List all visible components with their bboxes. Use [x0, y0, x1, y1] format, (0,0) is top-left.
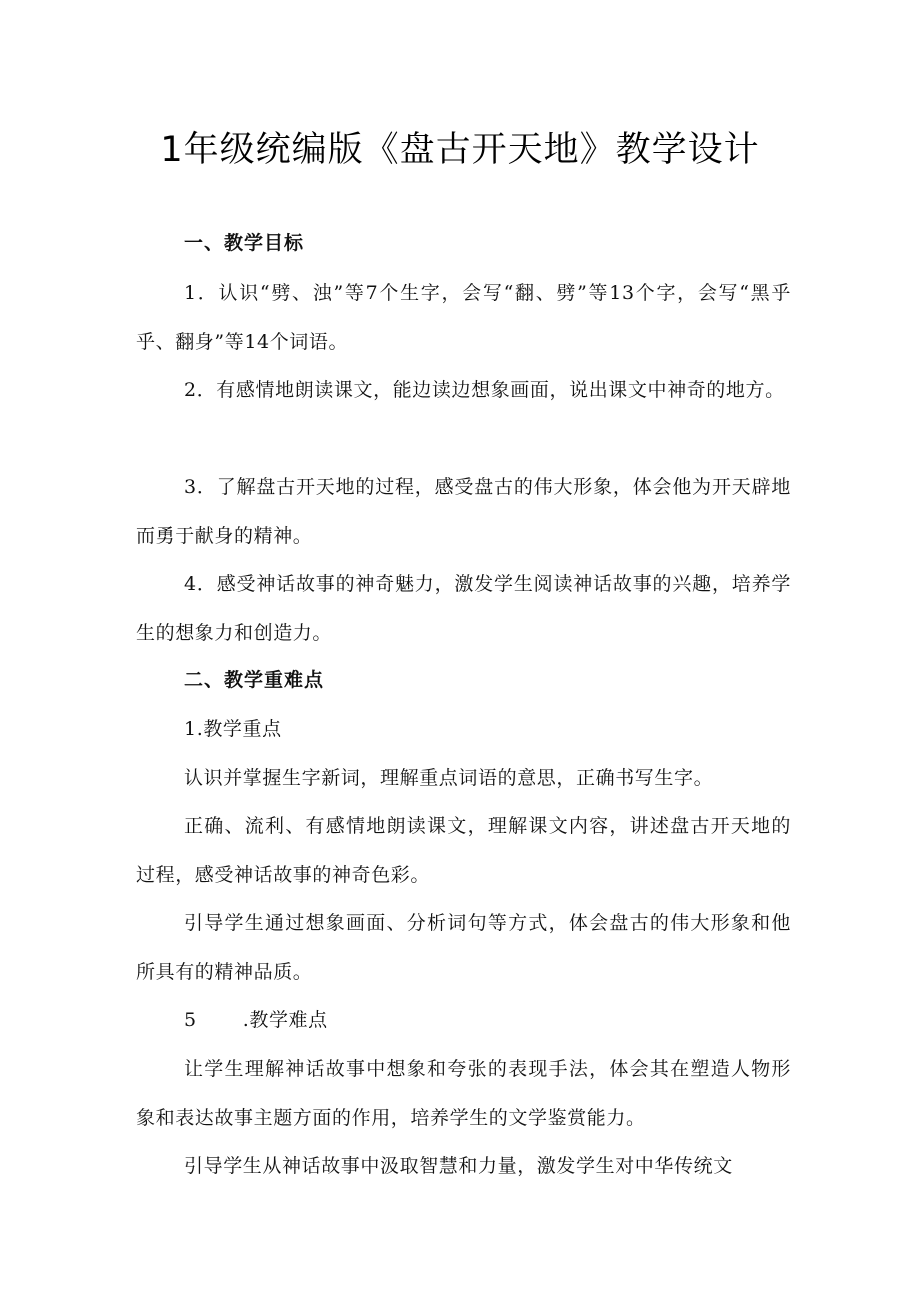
key-points-label: 1.教学重点 — [184, 718, 282, 740]
objective-item-1: 1．认识“劈、浊”等7个生字，会写“翻、劈”等13个字，会写“黑乎乎、翻身”等14个词语。 — [136, 282, 791, 353]
objective-item-3: 3．了解盘古开天地的过程，感受盘古的伟大形象，体会他为开天辟地而勇于献身的精神。 — [136, 476, 791, 547]
key-point-paragraph: 认识并掌握生字新词，理解重点词语的意思，正确书写生字。 — [184, 767, 714, 789]
key-point-paragraph: 正确、流利、有感情地朗读课文，理解课文内容，讲述盘古开天地的过程，感受神话故事的神奇色彩。 — [136, 815, 791, 886]
section-heading-key-difficult: 二、教学重难点 — [184, 669, 325, 691]
key-point-paragraph: 引导学生通过想象画面、分析词句等方式，体会盘古的伟大形象和他所具有的精神品质。 — [136, 912, 791, 983]
objective-item-4: 4．感受神话故事的神奇魅力，激发学生阅读神话故事的兴趣，培养学生的想象力和创造力。 — [136, 573, 791, 644]
difficult-points-label: .教学难点 — [242, 1009, 328, 1031]
difficult-points-number: 5 — [184, 1009, 197, 1031]
document-title: 1年级统编版《盘古开天地》教学设计 — [160, 130, 760, 170]
section-heading-objectives: 一、教学目标 — [184, 232, 305, 254]
difficult-point-paragraph: 让学生理解神话故事中想象和夸张的表现手法，体会其在塑造人物形象和表达故事主题方面的作用，培养学生的文学鉴赏能力。 — [136, 1058, 791, 1129]
difficult-point-paragraph: 引导学生从神话故事中汲取智慧和力量，激发学生对中华传统文 — [184, 1155, 733, 1177]
objective-item-2: 2．有感情地朗读课文，能边读边想象画面，说出课文中神奇的地方。 — [184, 379, 785, 401]
difficult-points-heading — [184, 996, 328, 1045]
